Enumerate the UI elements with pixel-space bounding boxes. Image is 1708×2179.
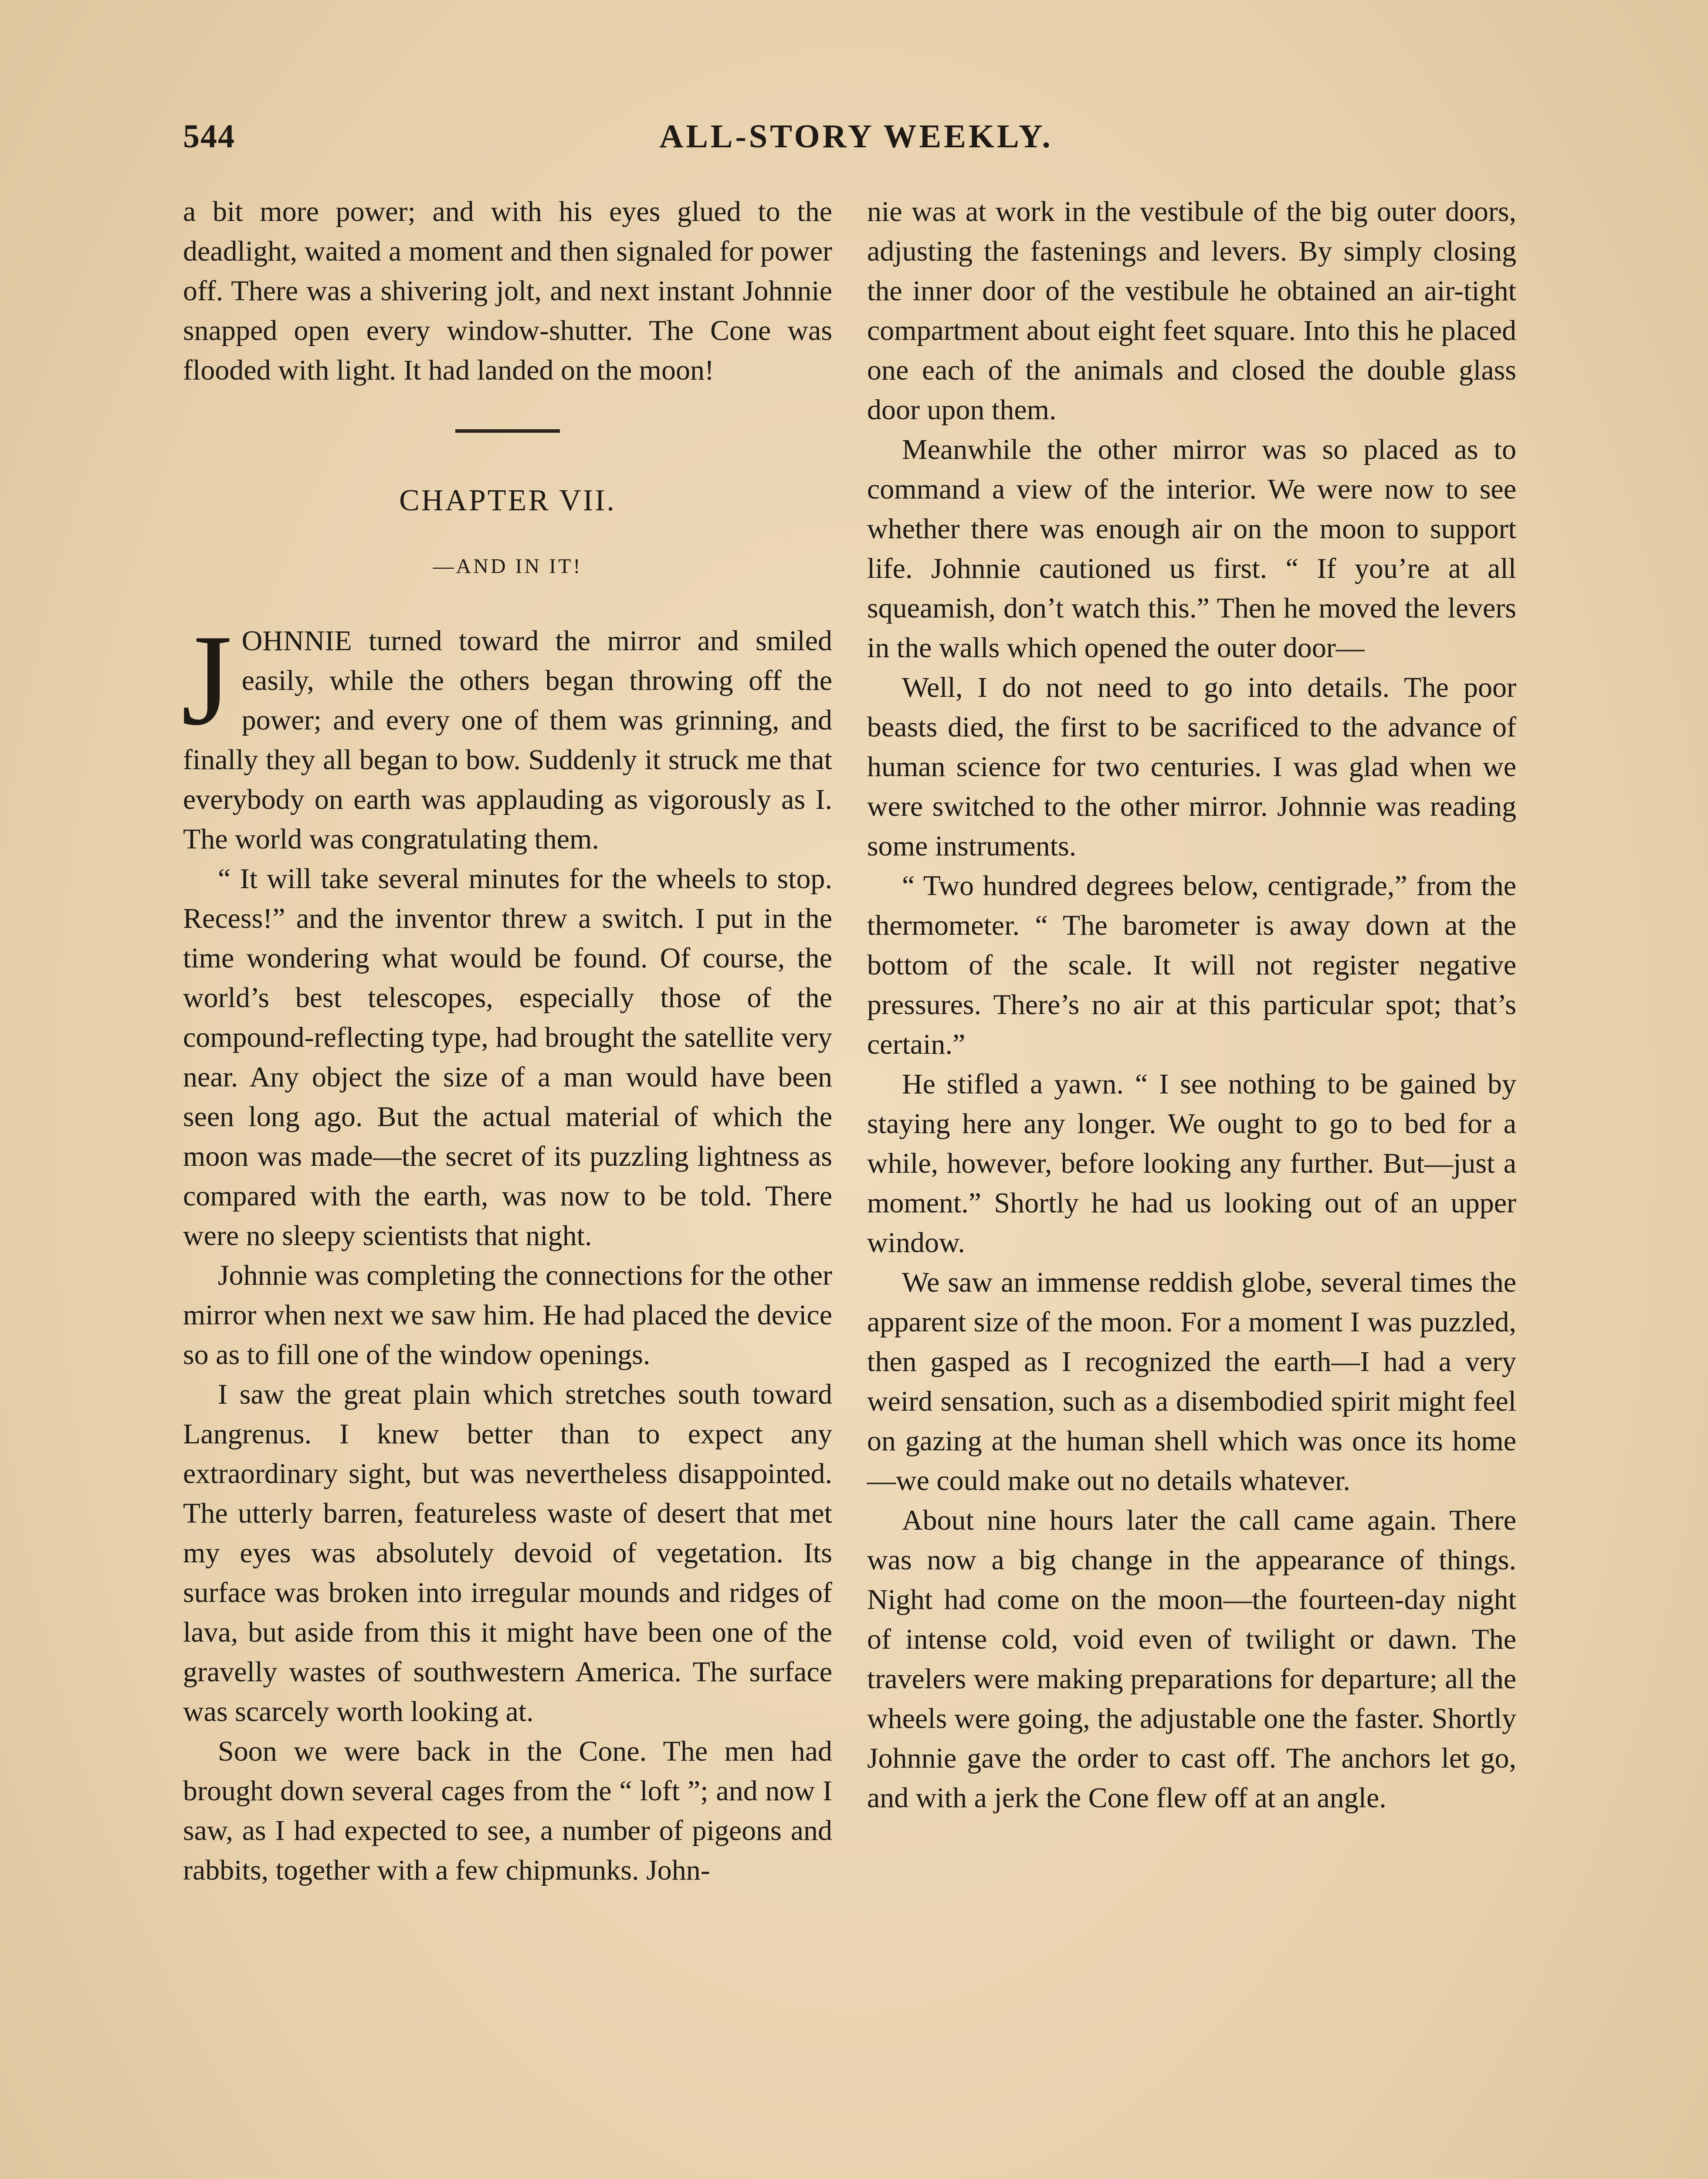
page-number: 544 xyxy=(183,118,235,155)
paragraph: He stifled a yawn. “ I see nothing to be gained by staying here any longer. We ought to go to bed for a while, however, before looking any further. But—just a moment.” Shortly he had us looking out of an upper window. xyxy=(867,1068,1516,1259)
paragraph: I saw the great plain which stretches south toward Langrenus. I knew better than to expect any extraordinary sight, but was nevertheless disappointed. The utterly barren, featureless waste of desert that met my eyes was absolutely devoid of vegetation. Its surface was broken into irregular mounds and ridges of lava, but aside from this it might have been one of the gravelly wastes of southwestern America. The surface was scarcely worth looking at. xyxy=(183,1378,832,1728)
paragraph: Meanwhile the other mirror was so placed as to command a view of the interior. We were now to see whether there was enough air on the moon to support life. Johnnie cautioned us first. “ If you’re at all squeamish, don’t watch this.” Then he moved the levers in the walls which opened the outer door— xyxy=(867,434,1516,664)
right-column xyxy=(867,192,1516,1818)
drop-cap: J xyxy=(181,608,232,752)
left-column xyxy=(183,192,832,1890)
opening-paragraph xyxy=(181,608,832,859)
paragraph: nie was at work in the vestibule of the big outer doors, adjusting the fastenings and levers. By simply closing the inner door of the vestibule he obtained an air-tight compartment about eight feet square. Into this he placed one each of the animals and closed the double glass door upon them. xyxy=(867,196,1516,426)
paragraph: a bit more power; and with his eyes glued to the deadlight, waited a moment and then signaled for power off. There was a shivering jolt, and next instant Johnnie snapped open every window-shutter. The Cone was flooded with light. It had landed on the moon! xyxy=(183,196,832,386)
running-head: ALL-STORY WEEKLY. xyxy=(659,118,1053,155)
paragraph-text: OHNNIE turned toward the mirror and smiled easily, while the others began throwing off the power; and every one of them was grinning, and finally they all began to bow. Suddenly it struck me that everybody on earth was applauding as vigorously as I. The world was congratulating them. xyxy=(183,625,832,855)
paragraph: Johnnie was completing the connections for the other mirror when next we saw him. He had placed the device so as to fill one of the window openings. xyxy=(183,1259,832,1371)
paragraph: Soon we were back in the Cone. The men had brought down several cages from the “ loft ”; and now I saw, as I had expected to see, a number of pigeons and rabbits, together with a few chipmunks. John- xyxy=(183,1735,832,1886)
chapter-title: CHAPTER VII. xyxy=(399,484,616,517)
section-divider xyxy=(455,429,560,433)
paragraph: Well, I do not need to go into details. The poor beasts died, the first to be sacrificed to the advance of human science for two centuries. I was glad when we were switched to the other mirror. Johnnie was reading some instruments. xyxy=(867,672,1516,862)
page-header xyxy=(183,118,1529,174)
paragraph: “ Two hundred degrees below, centigrade,” from the thermometer. “ The barometer is away down at the bottom of the scale. It will not register negative pressures. There’s no air at this particular spot; that’s certain.” xyxy=(867,870,1516,1060)
paragraph: We saw an immense reddish globe, several times the apparent size of the moon. For a moment I was puzzled, then gasped as I recognized the earth—I had a very weird sensation, such as a disembodied spirit might feel on gazing at the human shell which was once its home—we could make out no details whatever. xyxy=(867,1266,1516,1497)
paragraph: “ It will take several minutes for the wheels to stop. Recess!” and the inventor threw a switch. I put in the time wondering what would be found. Of course, the world’s best telescopes, especially those of the compound-reflecting type, had brought the satellite very near. Any object the size of a man would have been seen long ago. But the actual material of which the moon was made—the secret of its puzzling lightness as compared with the earth, was now to be told. There were no sleepy scientists that night. xyxy=(183,863,832,1252)
paragraph: About nine hours later the call came again. There was now a big change in the appearance of things. Night had come on the moon—the fourteen-day night of intense cold, void even of twilight or dawn. The travelers were making preparations for departure; all the wheels were going, the adjustable one the faster. Shortly Johnnie gave the order to cast off. The anchors let go, and with a jerk the Cone flew off at an angle. xyxy=(867,1504,1516,1814)
chapter-subtitle: —AND IN IT! xyxy=(433,555,583,578)
